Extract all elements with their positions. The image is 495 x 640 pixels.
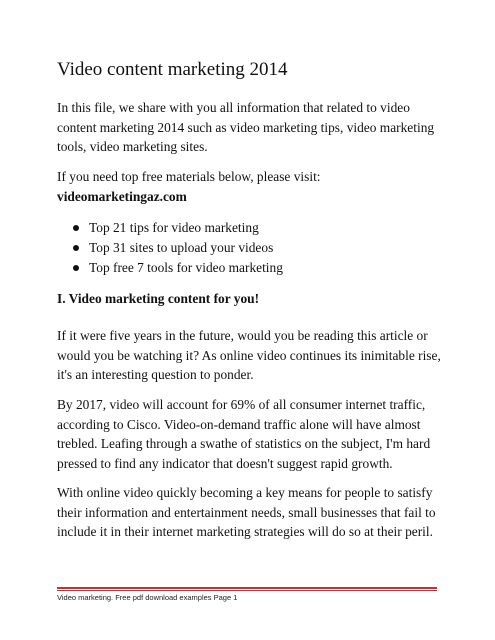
footer-rule-thin <box>57 590 437 591</box>
document-title: Video content marketing 2014 <box>57 59 288 80</box>
intro-paragraph: In this file, we share with you all information that related to video content marketing 2014 such as video marketing tips, video marketing tools, video marketing sites. <box>57 100 435 154</box>
list-item: Top 31 sites to upload your videos <box>70 238 283 258</box>
materials-list <box>70 218 283 278</box>
body-paragraph: By 2017, video will account for 69% of all consumer internet traffic, according to Cisco. Video-on-demand traffic alone will have almost trebled. Leafing through a swathe of statistics on the subject, I'm hard pressed to find any indicator that doesn't suggest rapid growth. <box>57 397 431 471</box>
list-item: Top free 7 tools for video marketing <box>70 258 283 278</box>
visit-paragraph <box>57 167 442 206</box>
visit-text: If you need top free materials below, please visit: <box>57 169 321 184</box>
section-heading: I. Video marketing content for you! <box>57 291 260 306</box>
visit-link[interactable]: videomarketingaz.com <box>57 188 187 204</box>
list-item: Top 21 tips for video marketing <box>70 218 283 238</box>
page-footer: Video marketing. Free pdf download examples Page 1 <box>57 593 238 602</box>
body-paragraph: If it were five years in the future, would you be reading this article or would you be watching it? As online video continues its inimitable rise, it's an interesting question to ponder. <box>57 328 441 382</box>
body-paragraph: With online video quickly becoming a key means for people to satisfy their information and entertainment needs, small businesses that fail to include it in their internet marketing strategies will do so at their peril. <box>57 485 436 539</box>
footer-rule <box>57 587 437 589</box>
